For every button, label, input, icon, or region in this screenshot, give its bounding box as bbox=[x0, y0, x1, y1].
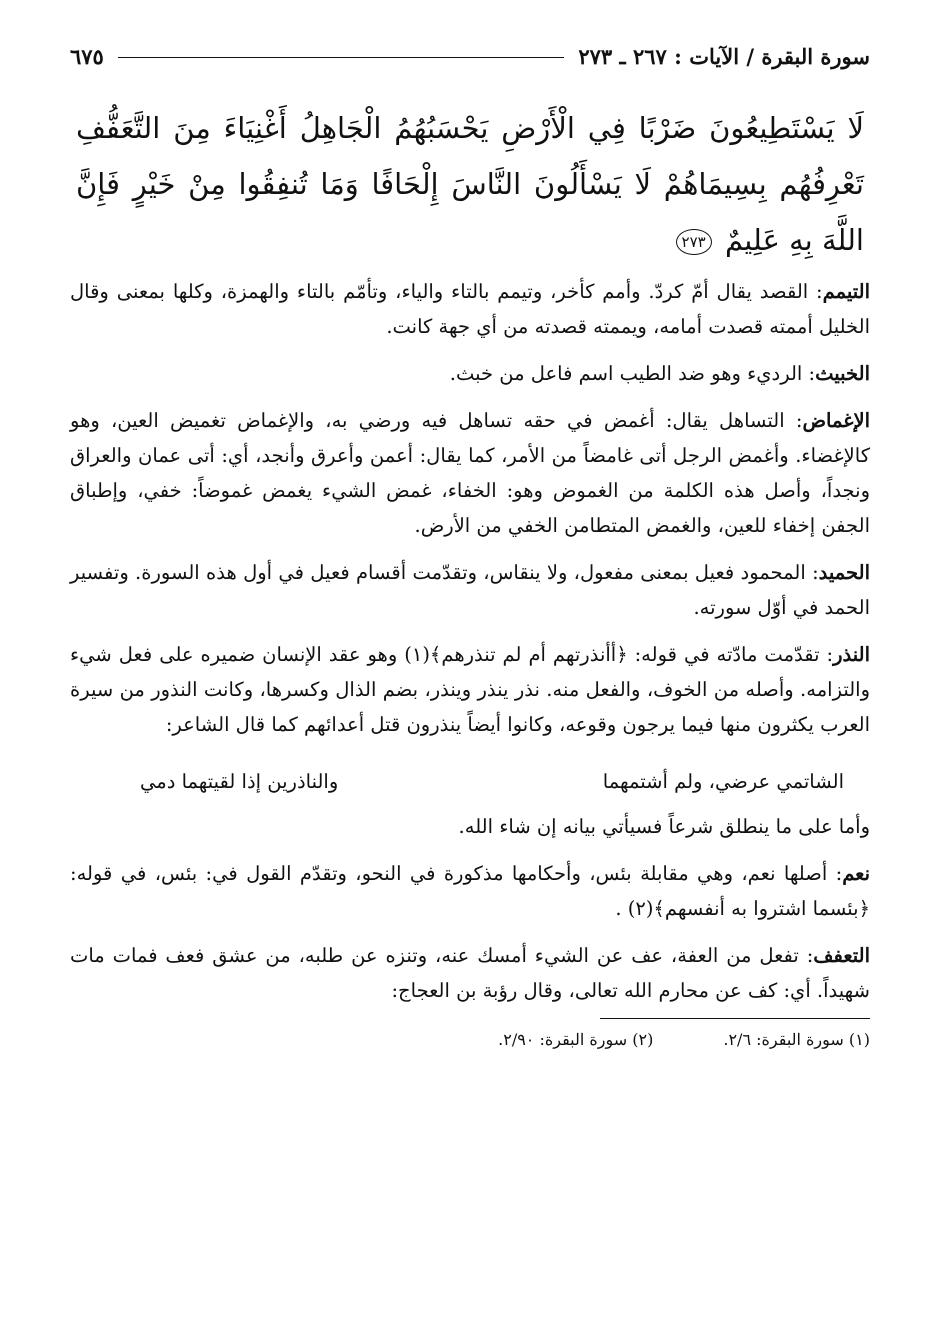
entry-tayammum bbox=[70, 274, 870, 344]
entry-term: الخبيث bbox=[815, 362, 870, 385]
entry-term: الحميد bbox=[818, 561, 870, 584]
book-page bbox=[70, 44, 870, 1053]
entry-ighmad bbox=[70, 403, 870, 543]
entry-term: التيمم bbox=[822, 280, 870, 303]
poem-second-hemistich: والناذرين إذا لقيتهما دمي bbox=[140, 770, 339, 793]
entry-taaffuf bbox=[70, 938, 870, 1008]
footnote-1: (١) سورة البقرة: ٢/٦. bbox=[723, 1030, 870, 1049]
entry-text: : تقدّمت مادّته في قوله: ﴿أأنذرتهم أم لم تنذرهم﴾(١) وهو عقد الإنسان ضميره على فعل شيء والتزامه. وأصله من الخوف، والفعل منه. نذر ينذر وينذر، بضم الذال وكسرها، وكانت النذور من سيرة العرب يكثرون منها فيما يرجون وقوعه، وكانوا أيضاً ينذرون قتل أعدائهم كما قال الشاعر: bbox=[70, 643, 870, 736]
entry-text: : المحمود فعيل بمعنى مفعول، ولا ينقاس، وتقدّمت أقسام فعيل في أول هذه السورة. وتفسير الحمد في أوّل سورته. bbox=[70, 561, 870, 619]
entry-text: : الرديء وهو ضد الطيب اسم فاعل من خبث. bbox=[449, 362, 816, 385]
entry-text: : تفعل من العفة، عف عن الشيء أمسك عنه، وتنزه عن طلبه، من عشق فعف فمات مات شهيداً. أي: كف عن محارم الله تعالى، وقال رؤبة بن العجاج: bbox=[70, 944, 870, 1002]
entry-text: : القصد يقال أمّ كردّ. وأمم كأخر، وتيمم بالتاء والياء، وتأمّم بالتاء والهمزة، وكلها بمعنى وقال الخليل أممته قصدت أمامه، ويممته قصدته من أي جهة كانت. bbox=[70, 280, 870, 338]
header-title: سورة البقرة / الآيات : ٢٦٧ ـ ٢٧٣ bbox=[578, 44, 870, 69]
entry-term: التعفف bbox=[813, 944, 870, 967]
header-rule bbox=[118, 57, 565, 58]
entry-text: : التساهل يقال: أغمض في حقه تساهل فيه ورضي به، والإغماض تغميض العين، وهو كالإغضاء. وأغمض الرجل أتى غامضاً من الأمر، كما يقال: أعمن وأعرق وأنجد، أي: أتى عمان والعراق ونجداً، وأصل هذه الكلمة من الغموض وهو: الخفاء، غمض الشيء يغمض غموضاً: خفي، وإطباق الجفن إخفاء للعين، والغمض المتطامن الخفي من الأرض. bbox=[70, 409, 870, 537]
page-number: ٦٧٥ bbox=[70, 44, 104, 69]
footnotes bbox=[70, 1027, 870, 1053]
verse-text: لَا يَسْتَطِيعُونَ ضَرْبًا فِي الْأَرْضِ يَحْسَبُهُمُ الْجَاهِلُ أَغْنِيَاءَ مِنَ التَّعَفُّفِ تَعْرِفُهُم بِسِيمَاهُمْ لَا يَسْأَلُونَ النَّاسَ إِلْحَافًا وَمَا تُنفِقُوا مِنْ خَيْرٍ فَإِنَّ اللَّهَ بِهِ عَلِيمٌ bbox=[76, 111, 864, 257]
entry-nadhr bbox=[70, 637, 870, 742]
page-header bbox=[70, 44, 870, 84]
entry-text: : أصلها نعم، وهي مقابلة بئس، وأحكامها مذكورة في النحو، وتقدّم القول في: بئس، في قوله: ﴿بئسما اشتروا به أنفسهم﴾(٢) . bbox=[70, 862, 870, 920]
entry-niam bbox=[70, 856, 870, 926]
entry-khabith bbox=[70, 356, 870, 391]
footnote-2: (٢) سورة البقرة: ٢/٩٠. bbox=[498, 1030, 654, 1049]
entry-term: نعم bbox=[842, 862, 870, 885]
entry-term: الإغماض bbox=[802, 409, 870, 432]
entry-hamid bbox=[70, 555, 870, 625]
poem-first-hemistich: الشاتمي عرضي، ولم أشتمهما bbox=[602, 770, 844, 793]
quran-verse bbox=[70, 100, 870, 268]
after-poem-text: وأما على ما ينطلق شرعاً فسيأتي بيانه إن شاء الله. bbox=[458, 815, 870, 838]
footnote-divider bbox=[600, 1018, 870, 1019]
entry-term: النذر bbox=[833, 643, 870, 666]
ayah-number-marker: ٢٧٣ bbox=[676, 229, 712, 255]
poem-verse bbox=[70, 754, 870, 809]
